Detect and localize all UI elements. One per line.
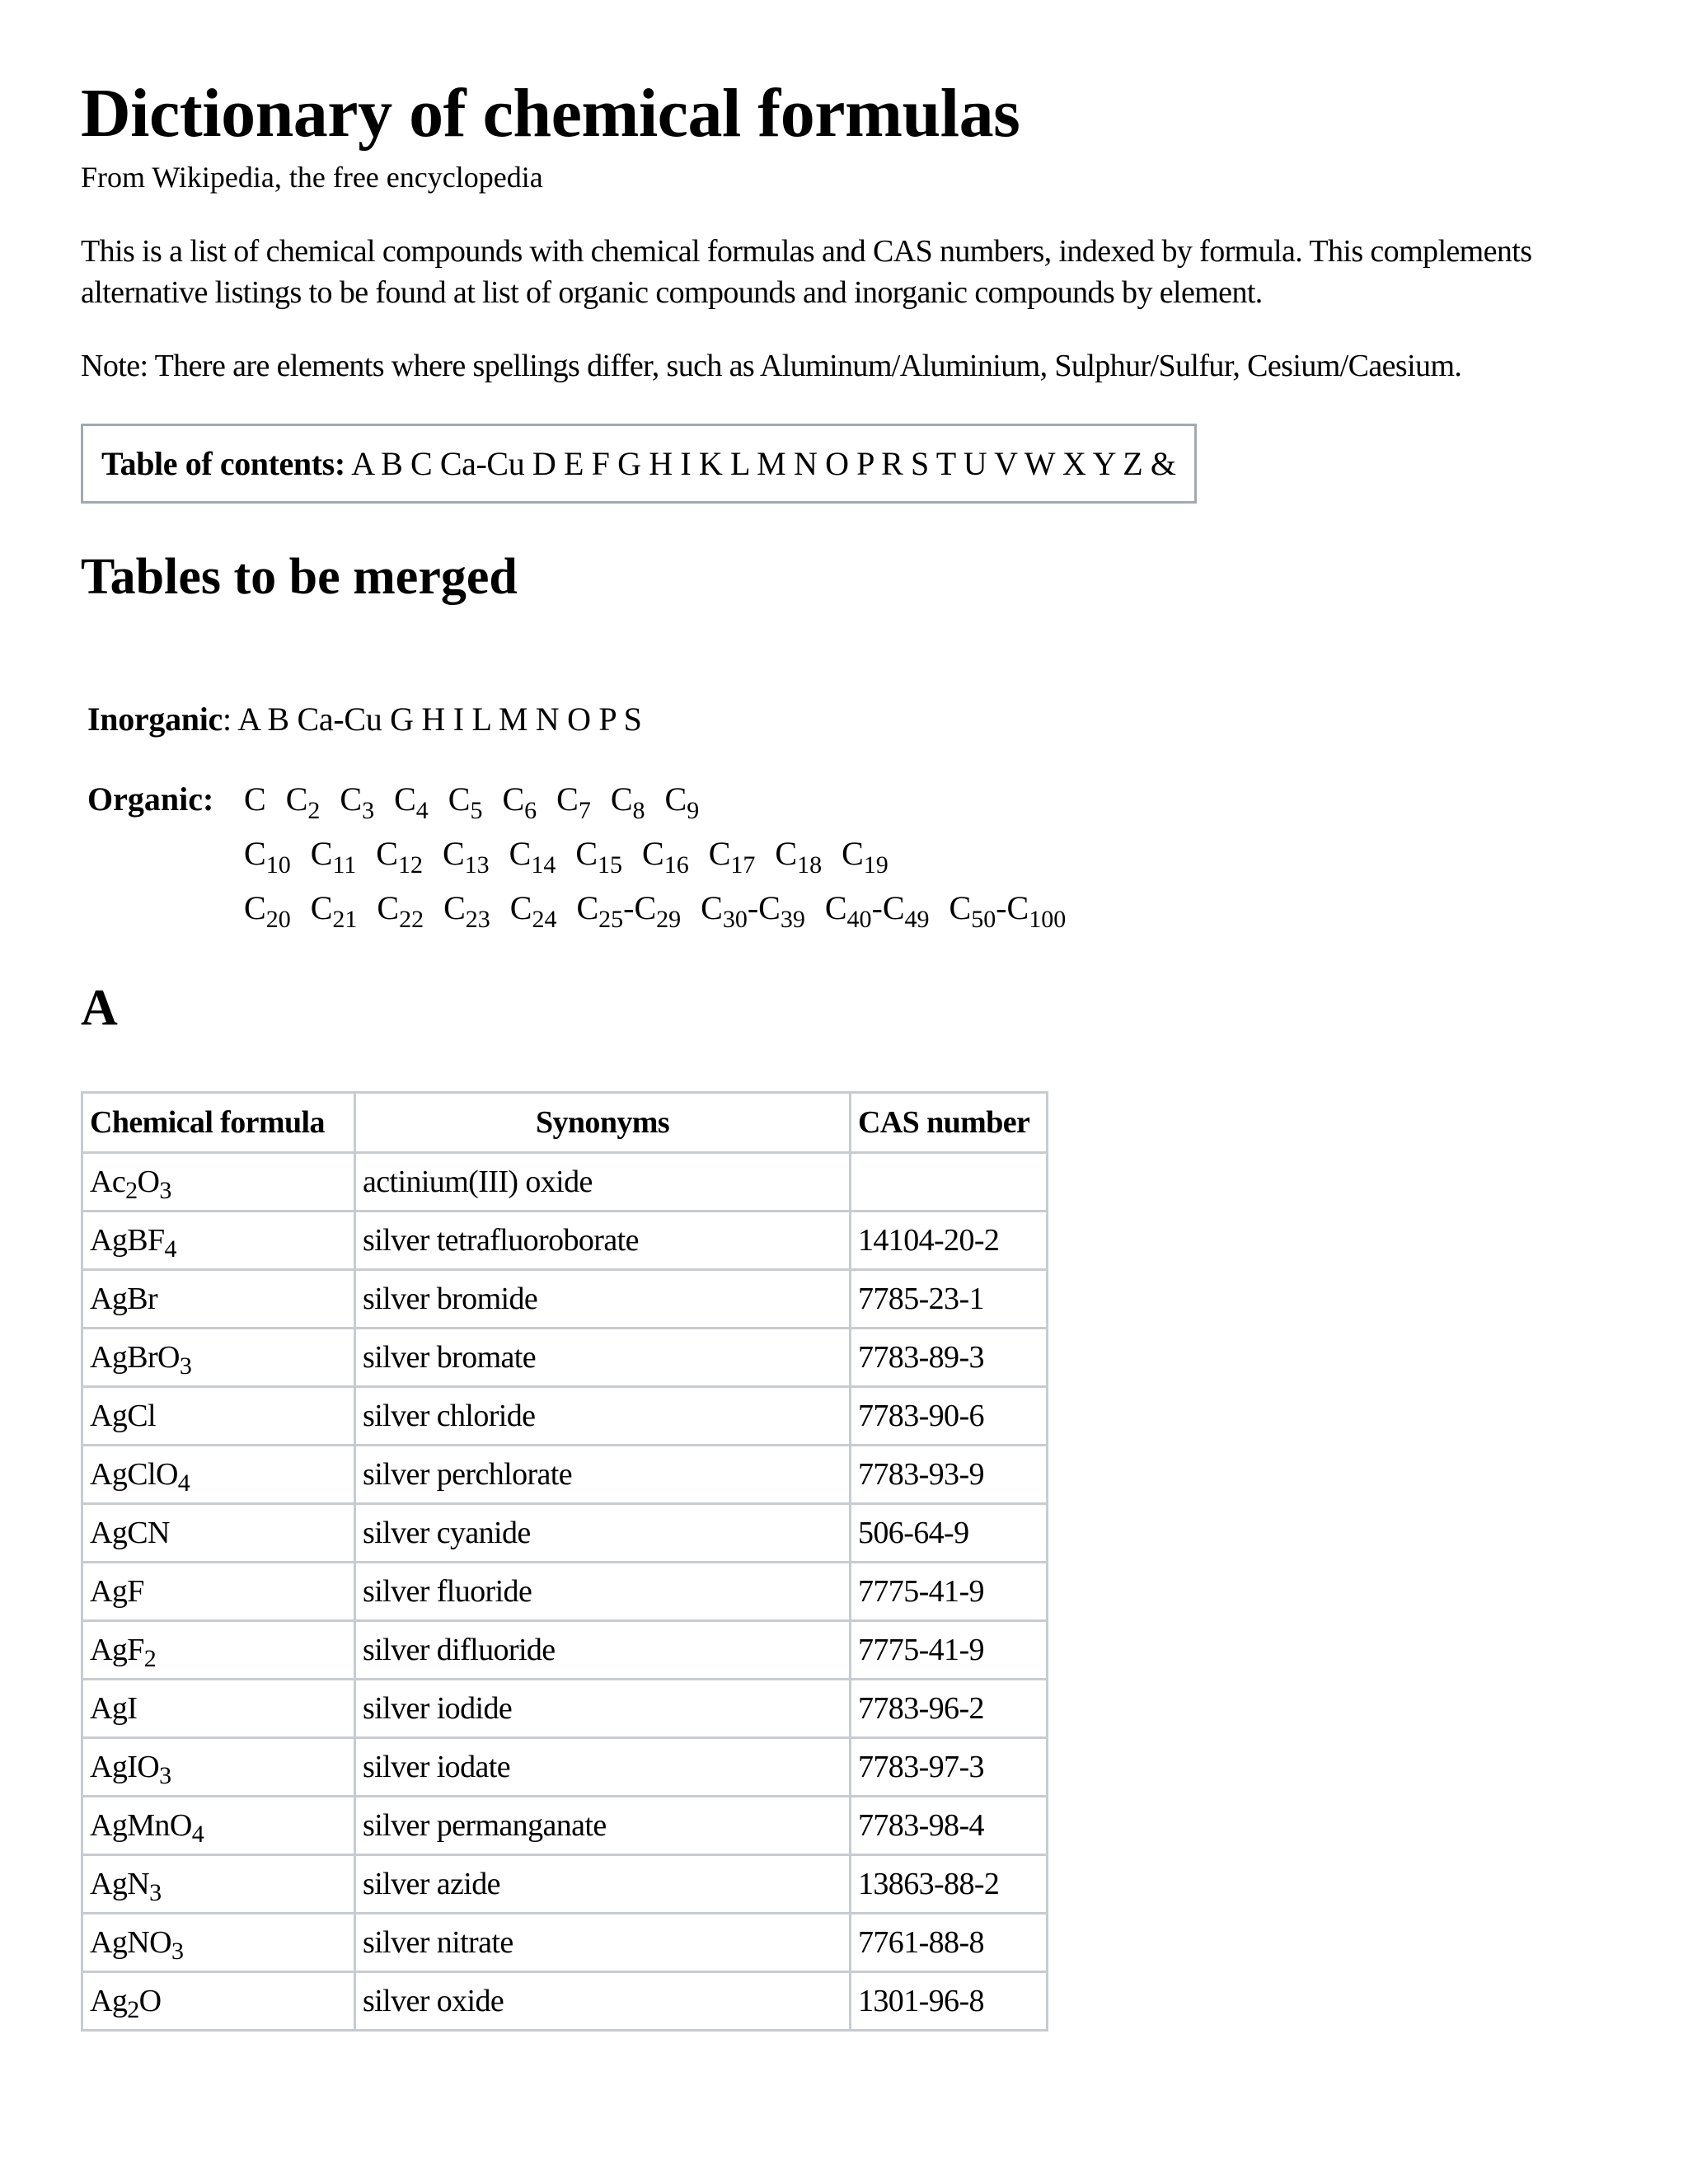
cell-cas-number: 1301-96-8	[851, 1972, 1048, 2031]
organic-link-c18[interactable]: $C_{18}$	[775, 835, 823, 879]
cell-cas-number: 7783-89-3	[851, 1329, 1048, 1387]
organic-link-c21[interactable]: $C_{21}$	[310, 889, 358, 933]
inorganic-links	[237, 701, 641, 738]
page-title: Dictionary of chemical formulas	[81, 75, 1020, 152]
cell-cas-number: 7783-97-3	[851, 1738, 1048, 1797]
toc-link-ca-cu[interactable]: Ca-Cu	[439, 445, 525, 482]
inorganic-label: Inorganic	[87, 701, 223, 738]
cell-synonym: silver iodate	[355, 1738, 851, 1797]
toc-link-o[interactable]: O	[825, 445, 849, 482]
inorganic-index: Inorganic: A B Ca-Cu G H I L M N O P S	[87, 701, 642, 738]
note-paragraph: Note: There are elements where spellings differ, such as Aluminum/Aluminium, Sulphur/Sulfur, Cesium/Caesium.	[81, 349, 1462, 383]
organic-link-c9[interactable]: $C_9$	[664, 780, 700, 824]
organic-label: Organic:	[87, 780, 214, 818]
cell-synonym: silver oxide	[355, 1972, 851, 2031]
toc-link-h[interactable]: H	[649, 445, 673, 482]
section-heading-tables-to-be-merged: Tables to be merged	[81, 549, 518, 605]
organic-link-c30-c39[interactable]: $C_{30}-C_{39}$	[701, 889, 805, 933]
toc-link-y[interactable]: Y	[1092, 445, 1115, 482]
inorganic-link-l[interactable]: L	[471, 701, 491, 738]
cell-synonym: silver cyanide	[355, 1504, 851, 1563]
organic-link-c15[interactable]: $C_{15}$	[575, 835, 623, 879]
toc-link-n[interactable]: N	[793, 445, 818, 482]
toc-link-d[interactable]: D	[532, 445, 556, 482]
cell-synonym: silver difluoride	[355, 1621, 851, 1680]
table-row	[82, 1212, 1048, 1270]
toc-link-c[interactable]: C	[410, 445, 433, 482]
organic-link-c13[interactable]: $C_{13}$	[442, 835, 490, 879]
toc-label: Table of contents:	[101, 445, 345, 482]
organic-link-c25-c29[interactable]: $C_{25}-C_{29}$	[576, 889, 682, 933]
cell-cas-number: 7775-41-9	[851, 1621, 1048, 1680]
cell-cas-number: 13863-88-2	[851, 1855, 1048, 1914]
page-subtitle: From Wikipedia, the free encyclopedia	[81, 161, 543, 194]
organic-link-c[interactable]: C	[244, 780, 266, 818]
toc-links	[351, 445, 1175, 482]
cell-synonym: silver bromide	[355, 1270, 851, 1329]
cell-cas-number: 7783-90-6	[851, 1387, 1048, 1446]
cell-formula: AgBF$_4$	[82, 1212, 355, 1270]
table-row	[82, 1972, 1048, 2031]
toc-link-r[interactable]: R	[881, 445, 903, 482]
organic-link-c8[interactable]: $C_8$	[610, 780, 645, 824]
cell-synonym: silver chloride	[355, 1387, 851, 1446]
cell-formula: AgNO$_3$	[82, 1914, 355, 1972]
cell-cas-number	[851, 1153, 1048, 1212]
table-header-row	[82, 1093, 1048, 1153]
table-row	[82, 1914, 1048, 1972]
section-heading-a: A	[81, 980, 118, 1036]
cell-synonym: silver perchlorate	[355, 1446, 851, 1504]
cell-formula: AgCl	[82, 1387, 355, 1446]
cell-cas-number: 506-64-9	[851, 1504, 1048, 1563]
cell-cas-number: 7783-98-4	[851, 1797, 1048, 1855]
header-synonyms: Synonyms	[355, 1093, 851, 1153]
cell-formula: AgN$_3$	[82, 1855, 355, 1914]
cell-formula: $Ac_2O_3$	[82, 1153, 355, 1212]
cell-cas-number: 7761-88-8	[851, 1914, 1048, 1972]
toc-link-u[interactable]: U	[963, 445, 987, 482]
organic-link-c2[interactable]: $C_2$	[285, 780, 321, 824]
cell-formula: $Ag_2O$	[82, 1972, 355, 2031]
table-row	[82, 1446, 1048, 1504]
compound-table-a	[81, 1091, 1048, 2032]
inorganic-link-g[interactable]: G	[390, 701, 414, 738]
organic-link-c40-c49[interactable]: $C_{40}-C_{49}$	[824, 889, 930, 933]
table-row	[82, 1621, 1048, 1680]
intro-paragraph: This is a list of chemical compounds with chemical formulas and CAS numbers, indexed by formula. This complements alternative listings to be found at list of organic compounds and inorganic compounds by element.	[81, 234, 1532, 310]
cell-cas-number: 7785-23-1	[851, 1270, 1048, 1329]
table-row	[82, 1153, 1048, 1212]
cell-cas-number: 7775-41-9	[851, 1563, 1048, 1621]
organic-link-c14[interactable]: $C_{14}$	[509, 835, 556, 879]
cell-synonym: silver azide	[355, 1855, 851, 1914]
toc-link-w[interactable]: W	[1024, 445, 1055, 482]
inorganic-link-a[interactable]: A	[237, 701, 260, 738]
header-chemical-formula: Chemical formula	[82, 1093, 355, 1153]
cell-synonym: silver fluoride	[355, 1563, 851, 1621]
toc-link-a[interactable]: A	[351, 445, 373, 482]
table-row	[82, 1387, 1048, 1446]
organic-link-c20[interactable]: $C_{20}$	[244, 889, 291, 933]
cell-synonym: silver permanganate	[355, 1797, 851, 1855]
organic-link-c16[interactable]: $C_{16}$	[642, 835, 689, 879]
table-row	[82, 1329, 1048, 1387]
table-row	[82, 1270, 1048, 1329]
organic-link-c22[interactable]: $C_{22}$	[377, 889, 424, 933]
table-row	[82, 1797, 1048, 1855]
organic-link-c6[interactable]: $C_6$	[502, 780, 537, 824]
toc-link-e[interactable]: E	[564, 445, 584, 482]
cell-synonym: silver bromate	[355, 1329, 851, 1387]
inorganic-link-h[interactable]: H	[421, 701, 446, 738]
cell-cas-number: 7783-93-9	[851, 1446, 1048, 1504]
toc-link--[interactable]: &	[1150, 445, 1176, 482]
cell-formula: AgClO$_4$	[82, 1446, 355, 1504]
table-row	[82, 1680, 1048, 1738]
inorganic-link-n[interactable]: N	[535, 701, 560, 738]
toc-link-b[interactable]: B	[381, 445, 403, 482]
organic-link-c12[interactable]: $C_{12}$	[376, 835, 423, 879]
organic-link-c10[interactable]: $C_{10}$	[244, 835, 291, 879]
toc-link-p[interactable]: P	[856, 445, 874, 482]
organic-link-c7[interactable]: $C_7$	[556, 780, 591, 824]
cell-synonym: actinium(III) oxide	[355, 1153, 851, 1212]
organic-link-c4[interactable]: $C_4$	[394, 780, 429, 824]
inorganic-link-b[interactable]: B	[267, 701, 289, 738]
organic-links	[244, 780, 1630, 943]
cell-formula: AgI	[82, 1680, 355, 1738]
toc-link-i[interactable]: I	[680, 445, 692, 482]
cell-formula: AgCN	[82, 1504, 355, 1563]
inorganic-link-i[interactable]: I	[452, 701, 464, 738]
table-row	[82, 1738, 1048, 1797]
table-row	[82, 1504, 1048, 1563]
organic-link-c17[interactable]: $C_{17}$	[708, 835, 756, 879]
cell-formula: AgF$_2$	[82, 1621, 355, 1680]
cell-formula: AgIO$_3$	[82, 1738, 355, 1797]
article	[81, 75, 1630, 2032]
organic-link-c23[interactable]: $C_{23}$	[443, 889, 490, 933]
toc-link-m[interactable]: M	[757, 445, 786, 482]
toc-link-s[interactable]: S	[911, 445, 929, 482]
cell-formula: AgF	[82, 1563, 355, 1621]
toc-link-z[interactable]: Z	[1123, 445, 1143, 482]
toc-link-x[interactable]: X	[1062, 445, 1086, 482]
cell-formula: AgMnO$_4$	[82, 1797, 355, 1855]
cell-synonym: silver tetrafluoroborate	[355, 1212, 851, 1270]
organic-index	[87, 780, 1630, 943]
organic-link-c11[interactable]: $C_{11}$	[310, 835, 357, 879]
inorganic-link-s[interactable]: S	[623, 701, 642, 738]
cell-synonym: silver iodide	[355, 1680, 851, 1738]
cell-formula: AgBrO$_3$	[82, 1329, 355, 1387]
toc-link-f[interactable]: F	[591, 445, 610, 482]
organic-link-c5[interactable]: $C_5$	[448, 780, 483, 824]
toc-link-t[interactable]: T	[935, 445, 956, 482]
cell-cas-number: 7783-96-2	[851, 1680, 1048, 1738]
toc-link-g[interactable]: G	[617, 445, 641, 482]
organic-link-c50-c100[interactable]: $C_{50}-C_{100}$	[949, 889, 1067, 933]
table-of-contents	[81, 424, 1197, 504]
organic-link-c24[interactable]: $C_{24}$	[509, 889, 557, 933]
toc-link-k[interactable]: K	[698, 445, 723, 482]
table-row	[82, 1563, 1048, 1621]
inorganic-link-p[interactable]: P	[598, 701, 616, 738]
inorganic-link-ca-cu[interactable]: Ca-Cu	[297, 701, 382, 738]
organic-link-c19[interactable]: $C_{19}$	[842, 835, 889, 879]
cell-formula: AgBr	[82, 1270, 355, 1329]
organic-link-c3[interactable]: $C_3$	[340, 780, 375, 824]
toc-link-v[interactable]: V	[994, 445, 1017, 482]
toc-link-l[interactable]: L	[730, 445, 749, 482]
inorganic-link-o[interactable]: O	[567, 701, 591, 738]
cell-synonym: silver nitrate	[355, 1914, 851, 1972]
header-cas-number: CAS number	[851, 1093, 1048, 1153]
inorganic-link-m[interactable]: M	[498, 701, 528, 738]
table-row	[82, 1855, 1048, 1914]
cell-cas-number: 14104-20-2	[851, 1212, 1048, 1270]
